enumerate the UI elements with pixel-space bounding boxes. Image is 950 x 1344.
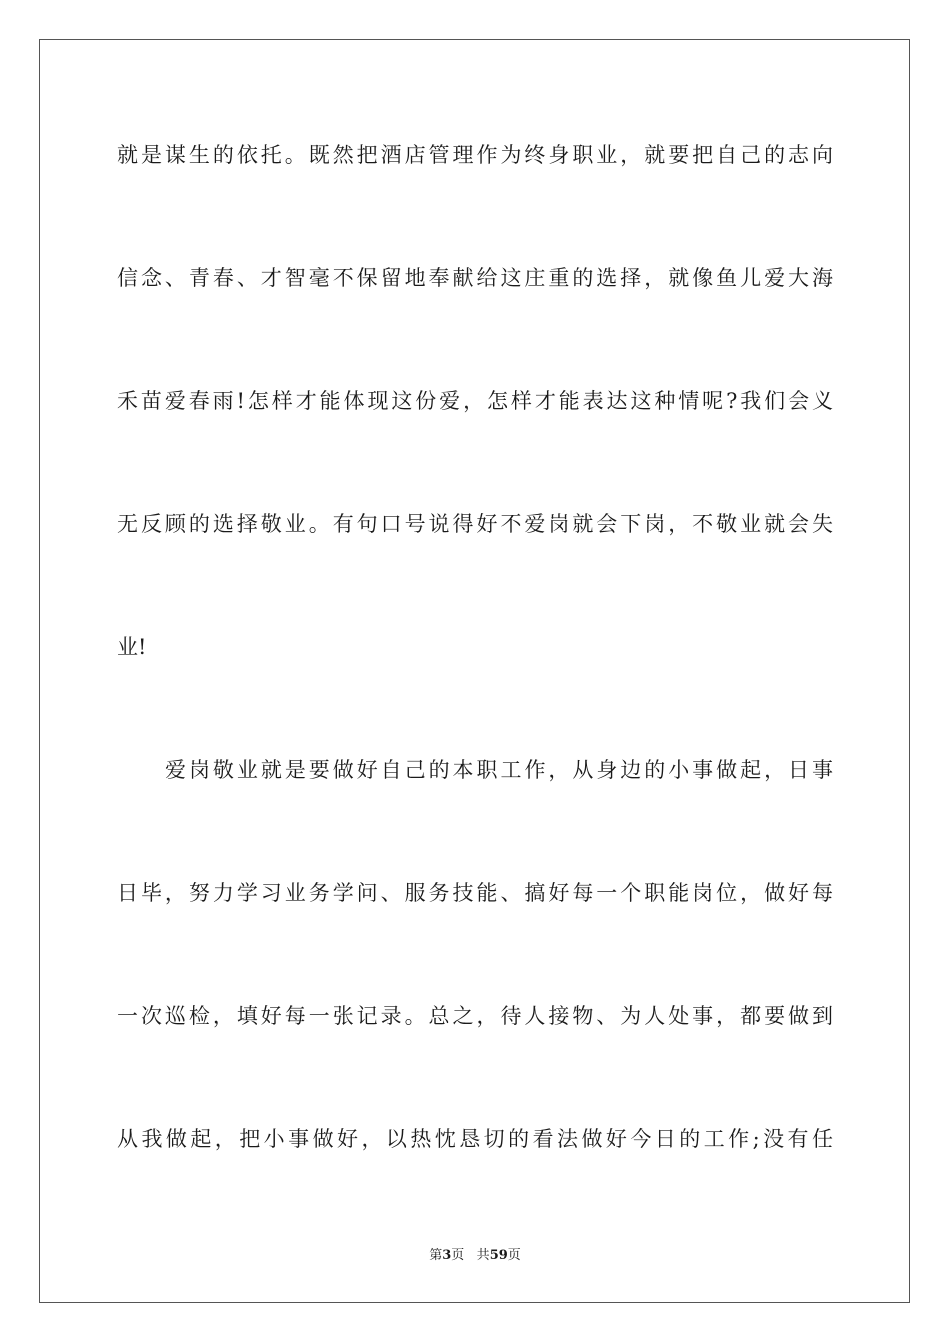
text-line-2: 信念、青春、才智毫不保留地奉献给这庄重的选择，就像鱼儿爱大海 (117, 266, 833, 290)
page-border (39, 39, 910, 1303)
text-line-6-paragraph-start: 爱岗敬业就是要做好自己的本职工作，从身边的小事做起，日事 (165, 758, 833, 782)
footer-page-prefix: 第 (429, 1248, 443, 1263)
text-line-4: 无反顾的选择敬业。有句口号说得好不爱岗就会下岗，不敬业就会失 (117, 512, 833, 536)
footer-page-number: 3 (442, 1248, 452, 1263)
footer-total-prefix: 共 (476, 1248, 490, 1263)
text-line-1: 就是谋生的依托。既然把酒店管理作为终身职业，就要把自己的志向 (117, 143, 833, 167)
text-line-8: 一次巡检，填好每一张记录。总之，待人接物、为人处事，都要做到 (117, 1004, 833, 1028)
footer-page-suffix: 页 (451, 1248, 465, 1263)
text-line-3: 禾苗爱春雨!怎样才能体现这份爱，怎样才能表达这种情呢?我们会义 (117, 389, 833, 413)
page-footer (0, 1247, 950, 1265)
text-line-7: 日毕，努力学习业务学问、服务技能、搞好每一个职能岗位，做好每 (117, 881, 833, 905)
footer-total-pages: 59 (489, 1248, 508, 1263)
text-line-5: 业! (117, 635, 147, 659)
text-line-9: 从我做起，把小事做好，以热忱恳切的看法做好今日的工作;没有任 (117, 1127, 833, 1151)
footer-total-suffix: 页 (507, 1248, 521, 1263)
